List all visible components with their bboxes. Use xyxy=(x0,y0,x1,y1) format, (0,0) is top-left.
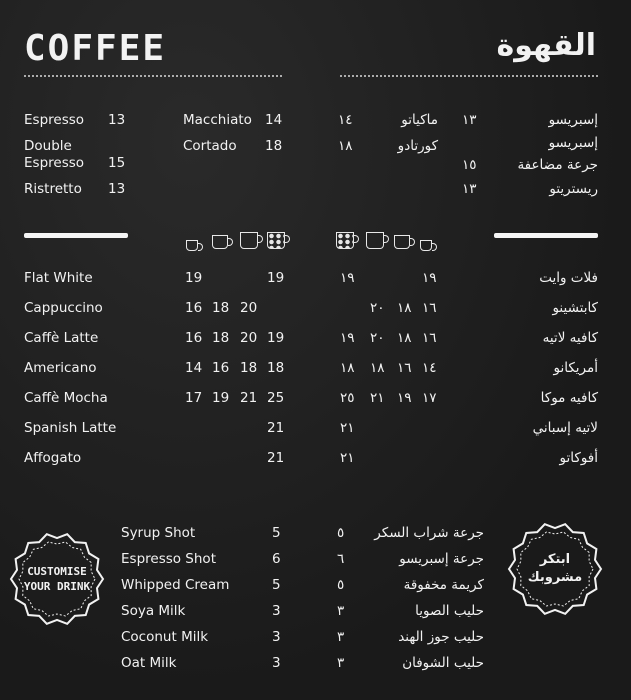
extra-price: 5 xyxy=(272,525,281,541)
price-iced: 19 xyxy=(267,330,285,346)
price-iced: 18 xyxy=(267,360,285,376)
extra-price: 5 xyxy=(272,577,281,593)
price-small: ١٧ xyxy=(422,390,437,406)
price-small: 16 xyxy=(185,330,203,346)
price-iced: ٢١ xyxy=(340,450,355,466)
extra-name: جرعة إسبريسو xyxy=(399,551,484,567)
menu-item-name: إسبريسو xyxy=(548,135,598,151)
price-medium: ١٨ xyxy=(397,330,412,346)
medium-cup-icon xyxy=(394,235,410,249)
menu-item-name: Affogato xyxy=(24,450,82,466)
price-small: ١٦ xyxy=(422,300,437,316)
extra-name: Whipped Cream xyxy=(121,577,230,593)
section-bar-left xyxy=(24,233,128,238)
price-small: 19 xyxy=(185,270,203,286)
divider-dotted-left xyxy=(24,75,282,77)
menu-item-name: Espresso xyxy=(24,155,85,171)
price-large: ٢٠ xyxy=(370,330,385,346)
medium-cup-icon xyxy=(212,235,228,249)
price-iced: ٢٥ xyxy=(340,390,355,406)
extra-name: حليب الصويا xyxy=(415,603,484,619)
menu-item-price: ١٣ xyxy=(462,112,477,128)
menu-item-price: 15 xyxy=(108,155,126,171)
price-medium: 18 xyxy=(212,300,230,316)
menu-item-price: ١٣ xyxy=(462,181,477,197)
extra-price: ٥ xyxy=(337,577,345,593)
price-iced: 25 xyxy=(267,390,285,406)
price-medium: 18 xyxy=(212,330,230,346)
price-iced: 21 xyxy=(267,420,285,436)
menu-item-price: 13 xyxy=(108,181,126,197)
badge-text-line2: مشروبك xyxy=(527,570,583,585)
extra-price: ٣ xyxy=(337,655,345,671)
menu-item-name: كافيه موكا xyxy=(540,390,598,406)
price-large: ١٨ xyxy=(370,360,385,376)
price-medium: ١٦ xyxy=(397,360,412,376)
badge-text-line2: YOUR DRINK xyxy=(23,580,91,593)
menu-item-name: إسبريسو xyxy=(548,112,598,128)
small-cup-icon xyxy=(186,240,198,251)
menu-item-name: Flat White xyxy=(24,270,93,286)
extra-name: جرعة شراب السكر xyxy=(374,525,484,541)
small-cup-icon xyxy=(420,240,432,251)
extra-price: ٦ xyxy=(337,551,345,567)
price-medium: ١٨ xyxy=(397,300,412,316)
badge-text-line1: ابتكر xyxy=(539,552,571,567)
price-iced: ١٩ xyxy=(340,270,355,286)
price-iced: ١٨ xyxy=(340,360,355,376)
price-iced: ١٩ xyxy=(340,330,355,346)
extra-name: Syrup Shot xyxy=(121,525,196,541)
extra-name: Espresso Shot xyxy=(121,551,216,567)
price-small: 17 xyxy=(185,390,203,406)
customise-badge-en xyxy=(8,530,106,628)
menu-item-name: ريستريتو xyxy=(549,181,598,197)
menu-item-name: كابتشينو xyxy=(552,300,598,316)
extra-price: 6 xyxy=(272,551,281,567)
iced-cup-icon xyxy=(336,232,354,249)
menu-item-name: Double xyxy=(24,138,72,154)
extra-price: ٥ xyxy=(337,525,345,541)
menu-item-name: Caffè Latte xyxy=(24,330,99,346)
menu-item-price: 18 xyxy=(265,138,283,154)
extra-price: ٣ xyxy=(337,629,345,645)
extra-name: حليب جوز الهند xyxy=(398,629,484,645)
price-iced: 21 xyxy=(267,450,285,466)
extra-price: 3 xyxy=(272,655,281,671)
menu-item-price: 13 xyxy=(108,112,126,128)
price-medium: 16 xyxy=(212,360,230,376)
badge-text-line1: CUSTOMISE xyxy=(27,565,87,578)
customise-badge-ar xyxy=(506,520,604,618)
price-small: 14 xyxy=(185,360,203,376)
price-large: 18 xyxy=(240,360,258,376)
price-small: ١٤ xyxy=(422,360,437,376)
price-large: ٢١ xyxy=(370,390,385,406)
menu-item-name: Espresso xyxy=(24,112,85,128)
menu-item-name: فلات وايت xyxy=(539,270,598,286)
large-cup-icon xyxy=(366,232,384,249)
menu-item-name: Cappuccino xyxy=(24,300,103,316)
extra-name: Coconut Milk xyxy=(121,629,209,645)
extra-name: Soya Milk xyxy=(121,603,186,619)
menu-item-name: أفوكاتو xyxy=(559,450,598,466)
menu-item-name: أمريكانو xyxy=(553,360,598,376)
price-small: ١٦ xyxy=(422,330,437,346)
menu-item-name: كورتادو xyxy=(397,138,438,154)
price-iced: ٢١ xyxy=(340,420,355,436)
menu-item-price: 14 xyxy=(265,112,283,128)
menu-item-price: ١٤ xyxy=(338,112,353,128)
page-title-en: COFFEE xyxy=(24,28,167,69)
menu-item-name: جرعة مضاعفة xyxy=(517,157,598,173)
section-bar-right xyxy=(494,233,598,238)
price-small: ١٩ xyxy=(422,270,437,286)
page-title-ar: القهوة xyxy=(496,28,596,63)
extra-price: 3 xyxy=(272,629,281,645)
menu-item-name: Cortado xyxy=(183,138,237,154)
menu-item-name: Spanish Latte xyxy=(24,420,117,436)
price-medium: ١٩ xyxy=(397,390,412,406)
large-cup-icon xyxy=(240,232,258,249)
extra-name: Oat Milk xyxy=(121,655,177,671)
price-large: 20 xyxy=(240,300,258,316)
price-large: 21 xyxy=(240,390,258,406)
extra-name: حليب الشوفان xyxy=(402,655,484,671)
price-large: ٢٠ xyxy=(370,300,385,316)
menu-item-name: Ristretto xyxy=(24,181,82,197)
extra-price: ٣ xyxy=(337,603,345,619)
menu-item-name: كافيه لاتيه xyxy=(542,330,598,346)
menu-item-name: Macchiato xyxy=(183,112,252,128)
menu-item-name: Caffè Mocha xyxy=(24,390,108,406)
divider-dotted-right xyxy=(340,75,598,77)
menu-item-price: ١٨ xyxy=(338,138,353,154)
price-small: 16 xyxy=(185,300,203,316)
menu-item-name: لاتيه إسباني xyxy=(532,420,598,436)
menu-item-price: ١٥ xyxy=(462,157,477,173)
iced-cup-icon xyxy=(267,232,285,249)
price-iced: 19 xyxy=(267,270,285,286)
menu-item-name: Americano xyxy=(24,360,97,376)
price-large: 20 xyxy=(240,330,258,346)
extra-name: كريمة مخفوقة xyxy=(403,577,484,593)
price-medium: 19 xyxy=(212,390,230,406)
extra-price: 3 xyxy=(272,603,281,619)
menu-item-name: ماكياتو xyxy=(401,112,438,128)
